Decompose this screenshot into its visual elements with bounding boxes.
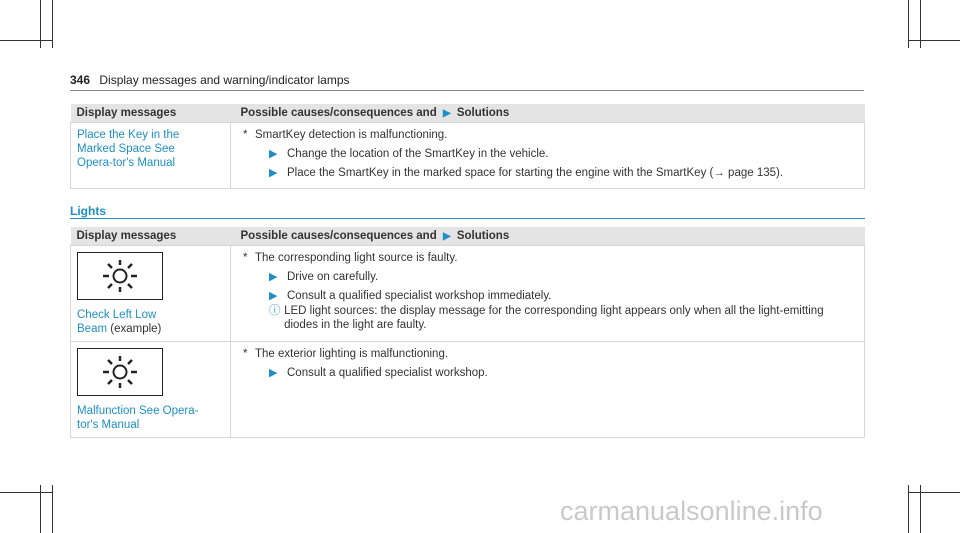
info-note xyxy=(243,304,858,332)
column-header-solutions-label: Solutions xyxy=(456,107,510,119)
message-cell xyxy=(71,246,231,342)
solution-step-text: Place the SmartKey in the marked space for starting the engine with the SmartKey (→ page 135). xyxy=(287,167,784,179)
column-header-causes xyxy=(231,104,865,123)
message-link[interactable]: Malfunction See Opera-tor's Manual xyxy=(77,405,199,431)
solution-arrow-icon: ▶ xyxy=(442,231,451,242)
table-row xyxy=(71,123,865,189)
light-fault-lamp-icon xyxy=(77,252,163,300)
table-row xyxy=(71,342,865,438)
message-link[interactable]: Place the Key in the Marked Space See Opera-tor's Manual xyxy=(77,129,180,169)
cause-line xyxy=(243,251,858,265)
solution-arrow-icon: ▶ xyxy=(269,271,278,283)
message-cell xyxy=(71,342,231,438)
solution-step-text: Change the location of the SmartKey in the vehicle. xyxy=(287,148,549,160)
asterisk-icon: * xyxy=(243,129,248,141)
cause-text: SmartKey detection is malfunctioning. xyxy=(255,129,448,141)
solution-step xyxy=(243,147,858,161)
solution-arrow-icon: ▶ xyxy=(269,167,278,179)
message-cell xyxy=(71,123,231,189)
crop-mark xyxy=(908,492,960,493)
section-divider xyxy=(70,218,865,219)
column-header-display-messages: Display messages xyxy=(71,104,231,123)
cause-text: The corresponding light source is faulty. xyxy=(255,252,458,264)
page-number: 346 xyxy=(70,73,91,87)
header-divider xyxy=(70,90,864,91)
cause-cell xyxy=(231,246,865,342)
asterisk-icon: * xyxy=(243,348,248,360)
column-header-causes-label: Possible causes/consequences and xyxy=(240,107,437,119)
solution-step xyxy=(243,270,858,284)
solution-arrow-icon: ▶ xyxy=(442,108,451,119)
watermark: carmanualsonline.info xyxy=(560,496,823,526)
page-header xyxy=(70,73,350,87)
solution-step xyxy=(243,366,858,380)
solution-step xyxy=(243,289,858,303)
solution-step-text: Consult a qualified specialist workshop immediately. xyxy=(287,290,552,302)
info-icon: ⓘ xyxy=(269,305,281,317)
cause-cell xyxy=(231,123,865,189)
column-header-causes xyxy=(231,227,865,246)
message-link[interactable]: Check Left Low Beam xyxy=(77,309,157,335)
cause-text: The exterior lighting is malfunctioning. xyxy=(255,348,449,360)
light-fault-lamp-icon xyxy=(77,348,163,396)
solution-step xyxy=(243,166,858,180)
lights-message-table xyxy=(70,227,865,438)
table-row xyxy=(71,246,865,342)
solution-arrow-icon: ▶ xyxy=(269,290,278,302)
column-header-display-messages: Display messages xyxy=(71,227,231,246)
column-header-solutions-label: Solutions xyxy=(456,230,510,242)
asterisk-icon: * xyxy=(243,252,248,264)
info-note-text: LED light sources: the display message for the corresponding light appears only when all the light-emitting diodes in the light are faulty. xyxy=(284,305,824,331)
crop-mark xyxy=(0,40,52,41)
cause-cell xyxy=(231,342,865,438)
column-header-causes-label: Possible causes/consequences and xyxy=(240,230,437,242)
section-title: Lights xyxy=(70,204,106,218)
table-header-row xyxy=(71,227,865,246)
page-header-title: Display messages and warning/indicator lamps xyxy=(99,73,350,87)
solution-step-text: Drive on carefully. xyxy=(287,271,379,283)
crop-mark xyxy=(52,0,53,48)
solution-step-text: Consult a qualified specialist workshop. xyxy=(287,367,488,379)
crop-mark xyxy=(0,492,52,493)
solution-arrow-icon: ▶ xyxy=(269,367,278,379)
solution-arrow-icon: ▶ xyxy=(269,148,278,160)
crop-mark xyxy=(52,485,53,533)
cause-line xyxy=(243,347,858,361)
table-header-row xyxy=(71,104,865,123)
smartkey-message-table xyxy=(70,104,865,189)
crop-mark xyxy=(908,40,960,41)
message-text xyxy=(77,308,187,336)
message-suffix: (example) xyxy=(110,323,162,335)
cause-line xyxy=(243,128,858,142)
